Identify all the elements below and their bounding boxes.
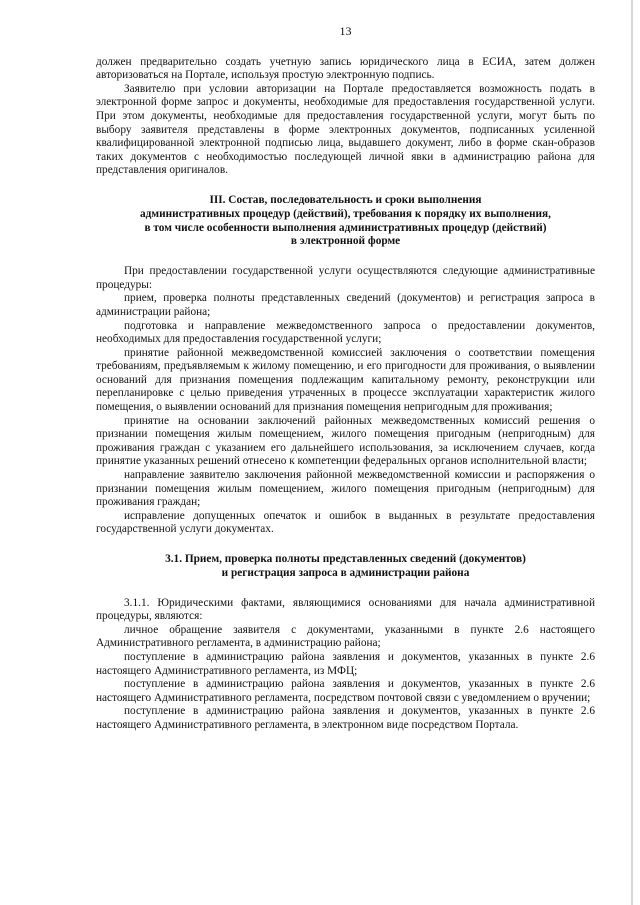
paragraph: прием, проверка полноты представленных сведений (документов) и регистрация запроса в администрации района; [96,292,595,318]
section-heading-line: административных процедур (действий), требования к порядку их выполнения, [140,207,551,220]
section-heading-line: в том числе особенности выполнения административных процедур (действий) [144,221,547,234]
paragraph: подготовка и направление межведомственного запроса о предоставлении документов, необходимых для предоставления государственной услуги; [96,319,595,346]
paragraph: принятие районной межведомственной комиссией заключения о соответствии помещения требованиям, предъявляемым к жилому помещению, и его пригодности для проживания, о выявлении оснований для признания помещения подлежащим капитальному ремонту, реконструкции или перепланировке с целью приведения утраченных в процессе эксплуатации характеристик жилого помещения, о выявлении оснований для признания помещения непригодным для проживания; [96,346,595,414]
section-heading-line: в электронной форме [290,235,401,248]
page-number: 13 [339,24,352,38]
paragraph: поступление в администрацию района заявления и документов, указанных в пункте 2.6 настоящего Административного регламента, в электронном виде посредством Портала. [96,705,595,731]
paragraph: личное обращение заявителя с документами, указанными в пункте 2.6 настоящего Административного регламента, в администрацию района; [96,623,595,650]
paragraph: 3.1.1. Юридическими фактами, являющимися основаниями для начала административной процедуры, являются: [96,596,595,623]
paragraph: поступление в администрацию района заявления и документов, указанных в пункте 2.6 настоящего Административного регламента, из МФЦ; [96,650,595,677]
paragraph: При предоставлении государственной услуги осуществляются следующие административные процедуры: [96,265,595,291]
section-heading [96,194,595,249]
paragraph: принятие на основании заключений районных межведомственных комиссий решения о признании помещения жилым помещением, жилого помещения пригодным (непригодным) для проживания граждан с указанием его дальнейшего использования, за исключением случаев, когда принятие указанных решений отнесено к компетенции федеральных органов исполнительной власти; [96,414,595,468]
paragraph: должен предварительно создать учетную запись юридического лица в ЕСИА, затем должен авторизоваться на Портале, используя простую электронную подпись. [96,55,595,82]
paragraph: Заявителю при условии авторизации на Портале предоставляется возможность подать в электронной форме запрос и документы, необходимые для предоставления государственной услуги. При этом документы, необходимые для предоставления государственной услуги, могут быть по выбору заявителя представлены в форме электронных документов, подписанных усиленной квалифицированной электронной подписью лица, выдавшего документ, либо в форме скан-образов таких документов с необходимостью последующей личной явки в администрацию района для представления оригиналов. [96,82,595,177]
section-heading-line: III. Состав, последовательность и сроки выполнения [209,193,482,206]
paragraph: направление заявителю заключения районной межведомственной комиссии и распоряжения о признании помещения жилым помещением, жилого помещения пригодным (непригодным) для проживания граждан; [96,469,595,509]
subsection-heading [96,553,595,581]
paragraph: исправление допущенных опечаток и ошибок в выданных в результате предоставления государственной услуги документах. [96,509,595,536]
paragraph: поступление в администрацию района заявления и документов, указанных в пункте 2.6 настоящего Административного регламента, посредством почтовой связи с уведомлением о вручении; [96,678,595,704]
scan-edge-line [631,0,633,905]
subsection-heading-line: и регистрация запроса в администрации района [221,566,470,579]
subsection-heading-line: 3.1. Прием, проверка полноты представленных сведений (документов) [165,553,526,565]
